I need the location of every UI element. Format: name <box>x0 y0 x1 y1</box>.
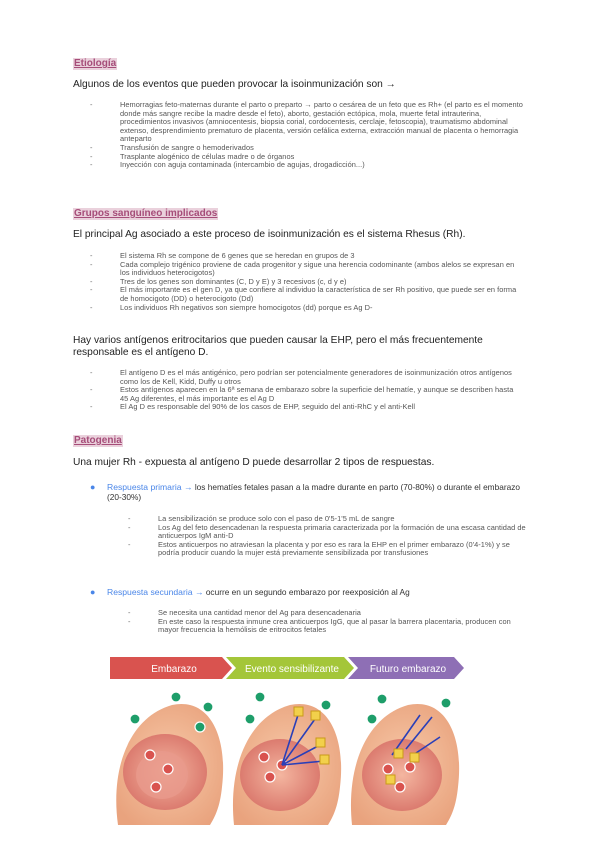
list-item: - El Ag D es responsable del 90% de los casos de EHP, seguido del anti-RhC y el anti-Kell <box>90 403 522 412</box>
list-item: - El sistema Rh se compone de 6 genes que se heredan en grupos de 3 <box>90 252 520 261</box>
secundaria-list <box>128 609 528 635</box>
list-item: - La sensibilización se produce solo con el paso de 0'5-1'5 mL de sangre <box>128 515 528 524</box>
primaria-list <box>128 515 528 558</box>
list-item: - Se necesita una cantidad menor del Ag para desencadenaria <box>128 609 528 618</box>
grupos-intro: El principal Ag asociado a este proceso de isoinmunización es el sistema Rhesus (Rh). <box>73 229 466 240</box>
patogenia-intro: Una mujer Rh - expuesta al antígeno D puede desarrollar 2 tipos de respuestas. <box>73 457 435 468</box>
secundaria-label: Respuesta secundaria → <box>107 587 204 597</box>
list-item: - Inyección con aguja contaminada (intercambio de agujas, drogadicción...) <box>90 161 525 170</box>
stage-label-embarazo: Embarazo <box>151 664 197 675</box>
list-item: - Transfusión de sangre o hemoderivados <box>90 144 525 153</box>
stage-label-futuro: Futuro embarazo <box>369 664 447 675</box>
list-item: - Los Ag del feto desencadenan la respuesta primaria caracterizada por la formación de una escasa cantidad de anticuerpos IgM anti-D <box>128 524 528 541</box>
list-item: - En este caso la respuesta inmune crea anticuerpos IgG, que al pasar la barrera placentaria, producen con mayor frecuencia la hemólisis de eritrocitos fetales <box>128 618 528 635</box>
patogenia-heading: Patogenia <box>74 435 122 446</box>
primaria-label: Respuesta primaria → <box>107 482 193 492</box>
list-item: - El más importante es el gen D, ya que confiere al individuo la característica de ser Rh positivo, que puede ser en forma de homocigoto (DD) o heterocigoto (Dd) <box>90 286 520 303</box>
respuesta-secundaria <box>90 588 530 598</box>
panel-evento <box>233 692 341 825</box>
list-item: - El antígeno D es el más antigénico, pero podrían ser potencialmente generadores de isoinmunización otros antígenos como los de Kell, Kidd, Duffy u otros <box>90 369 522 386</box>
grupos-list <box>90 252 520 312</box>
etiologia-list <box>90 101 525 170</box>
primaria-text: los hematíes fetales pasan a la madre durante en parto (70-80%) o durante el embarazo (20-30%) <box>107 482 520 502</box>
list-item: - Cada complejo trigénico proviene de cada progenitor y sigue una herencia codominante (ambos alelos se expresan en los individuos heterocigotos) <box>90 261 520 278</box>
etiologia-intro: Algunos de los eventos que pueden provocar la isoinmunización son → <box>73 79 396 90</box>
grupos-list2 <box>90 369 522 412</box>
list-item: - Los individuos Rh negativos son siempre homocigotos (dd) porque es Ag D- <box>90 304 520 313</box>
list-item: - Estos anticuerpos no atraviesan la placenta y por eso es rara la EHP en el primer embarazo (0'4-1%) y se podría producir cuando la mujer está previamente sensibilizada por transfusiones <box>128 541 528 558</box>
panel-futuro <box>351 694 459 825</box>
etiologia-heading: Etiología <box>74 58 117 69</box>
list-item: - Hemorragias feto-maternas durante el parto o preparto → parto o cesárea de un feto que es Rh+ (el parto es el momento donde más sangre recibe la madre desde el feto), aborto, gestación ectópica, mola, muerte fetal intrauterina, procedimientos invasivos (amniocentesis, biopsia corial, cordocentesis, cerclaje, fetoscopia), traumatismo abdominal extenso, desprendimiento prematuro de placenta, versión cefálica externa, extracción manual de placenta o hemorragia anteparto <box>90 101 525 144</box>
respuesta-primaria <box>90 483 530 502</box>
grupos-intro2: Hay varios antígenos eritrocitarios que pueden causar la EHP, pero el más frecuentemente responsable es el antígeno D. <box>73 335 483 358</box>
list-item: - Tres de los genes son dominantes (C, D y E) y 3 recesivos (c, d y e) <box>90 278 520 287</box>
bullet-icon: ● <box>90 587 96 597</box>
bullet-icon: ● <box>90 482 96 492</box>
list-item: - Estos antígenos aparecen en la 6ª semana de embarazo sobre la superficie del hematíe, y aunque se describen hasta 45 Ag diferentes, el más importante es el Ag D <box>90 386 522 403</box>
secundaria-text: ocurre en un segundo embarazo por reexposición al Ag <box>205 587 410 597</box>
stage-label-evento: Evento sensibilizante <box>245 664 339 675</box>
list-item: - Trasplante alogénico de células madre o de órganos <box>90 153 525 162</box>
grupos-heading: Grupos sanguíneo implicados <box>74 208 218 219</box>
isoinmunizacion-figure <box>110 657 464 825</box>
panel-embarazo <box>116 692 223 825</box>
